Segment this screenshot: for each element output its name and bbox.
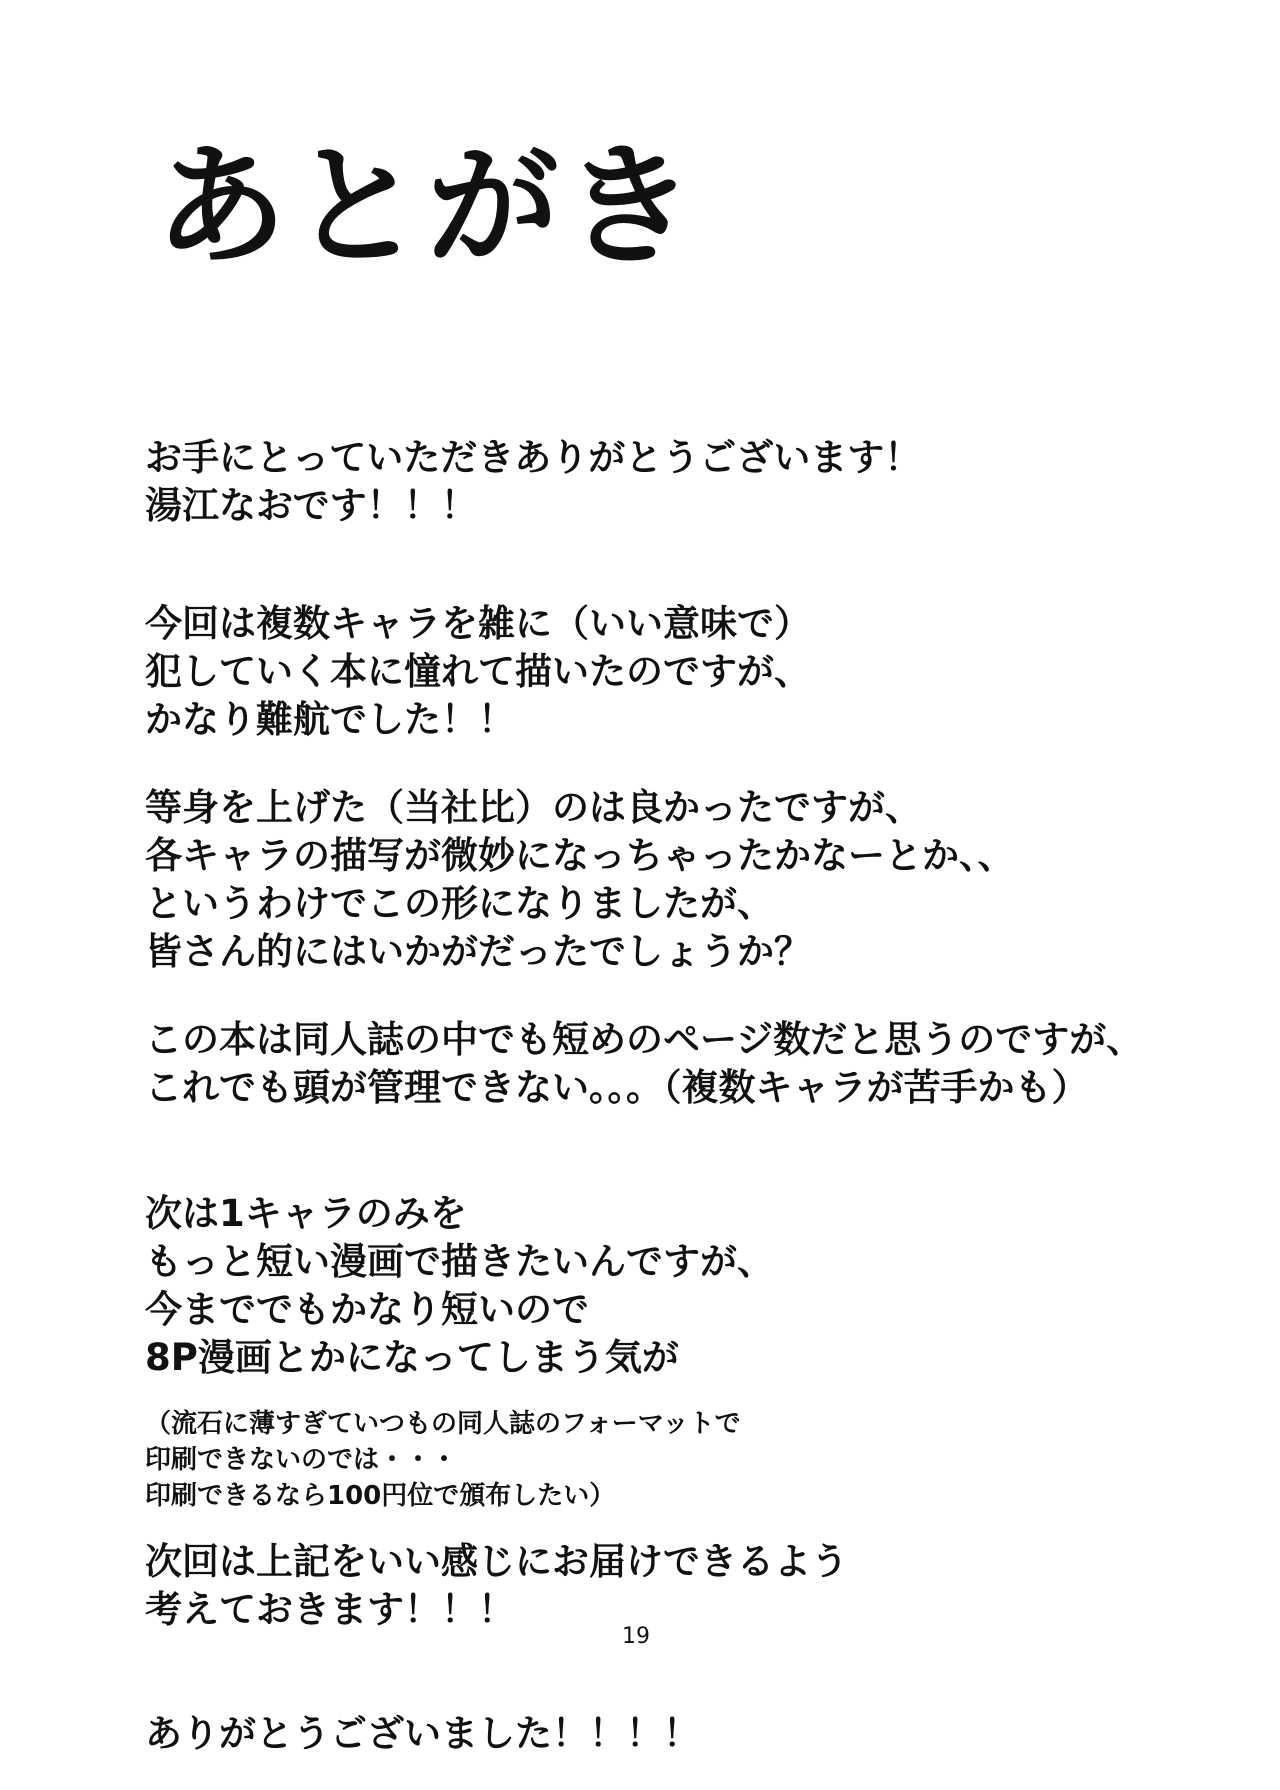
text-line: 犯していく本に憧れて描いたのですが、 (145, 650, 811, 693)
text-line: というわけでこの形になりましたが、 (145, 882, 774, 925)
text-line: 8P漫画とかになってしまう気が (145, 1336, 679, 1379)
text-line: これでも頭が管理できない。。。（複数キャラが苦手かも） (145, 1066, 1089, 1109)
text-line: 皆さん的にはいかがだったでしょうか？ (145, 930, 811, 973)
paragraph-aside-note (145, 1406, 1245, 1514)
page-number: 19 (622, 1624, 650, 1649)
paragraph-greeting (145, 434, 1245, 530)
text-line: 次回は上記をいい感じにお届けできるよう (145, 1540, 848, 1583)
paragraph-reflection (145, 784, 1245, 976)
text-line: 等身を上げた（当社比）のは良かったですが、 (145, 786, 922, 829)
text-line: 印刷できるなら100円位で頒布したい） (145, 1481, 616, 1511)
paragraph-next-time (145, 1538, 1245, 1634)
text-line: 次は1キャラのみを (145, 1192, 467, 1235)
text-line: 考えておきます！！！ (145, 1588, 515, 1631)
text-line: 今回は複数キャラを雑に（いい意味で） (145, 602, 811, 645)
text-line: この本は同人誌の中でも短めのページ数だと思うのですが、 (145, 1018, 1144, 1061)
text-line: 各キャラの描写が微妙になっちゃったかなーとか、、 (145, 834, 1015, 877)
text-line: 湯江なおです！！！ (145, 484, 478, 527)
paragraph-page-count (145, 1016, 1245, 1112)
text-line: （流石に薄すぎていつもの同人誌のフォーマットで (145, 1409, 741, 1439)
text-line: ありがとうございました！！！！ (145, 1712, 700, 1755)
text-line: 今まででもかなり短いので (145, 1288, 589, 1331)
text-line: 印刷できないのでは・・・ (145, 1445, 458, 1475)
page-title: あとがき (155, 130, 699, 284)
paragraph-next-plan (145, 1190, 1245, 1382)
paragraph-thanks (145, 1710, 1245, 1758)
afterword-body (145, 434, 1245, 1758)
text-line: もっと短い漫画で描きたいんですが、 (145, 1240, 774, 1283)
paragraph-concept (145, 600, 1245, 744)
text-line: かなり難航でした！！ (145, 698, 515, 741)
text-line: お手にとっていただきありがとうございます！ (145, 436, 922, 479)
